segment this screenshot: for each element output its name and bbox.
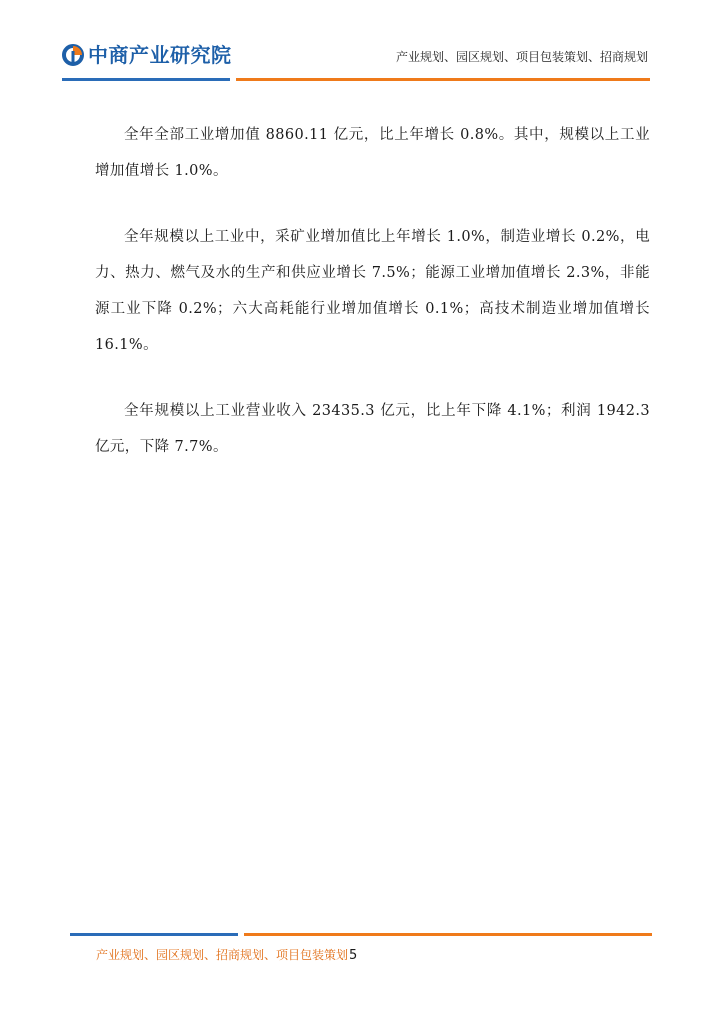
- page-footer: [96, 946, 357, 963]
- page-number: 5: [349, 948, 358, 963]
- logo-text: 中商产业研究院: [88, 43, 232, 67]
- paragraph-industry-added-value: 全年全部工业增加值 8860.11 亿元，比上年增长 0.8%。其中，规模以上工业增加值增长 1.0%。: [95, 127, 650, 179]
- cp-logo-icon: [62, 44, 84, 66]
- header-slogan: 产业规划、园区规划、项目包装策划、招商规划: [395, 50, 648, 64]
- paragraph-industry-breakdown: 全年规模以上工业中，采矿业增加值比上年增长 1.0%，制造业增长 0.2%，电力、热力、燃气及水的生产和供应业增长 7.5%；能源工业增加值增长 2.3%，非能源工业下降 0.2%；六大高耗能行业增加值增长 0.1%；高技术制造业增加值增长 16.1%。: [95, 228, 650, 353]
- header-rule-blue: [62, 78, 230, 81]
- paragraph-revenue-profit: 全年规模以上工业营业收入 23435.3 亿元，比上年下降 4.1%；利润 1942.3 亿元，下降 7.7%。: [95, 402, 650, 455]
- header-rule-orange: [236, 78, 650, 81]
- company-logo: [62, 40, 232, 70]
- footer-rule-orange: [244, 933, 652, 936]
- footer-slogan: 产业规划、园区规划、招商规划、项目包装策划: [96, 948, 349, 962]
- document-body: [95, 118, 650, 496]
- page-header: [0, 0, 724, 90]
- footer-rule-blue: [70, 933, 238, 936]
